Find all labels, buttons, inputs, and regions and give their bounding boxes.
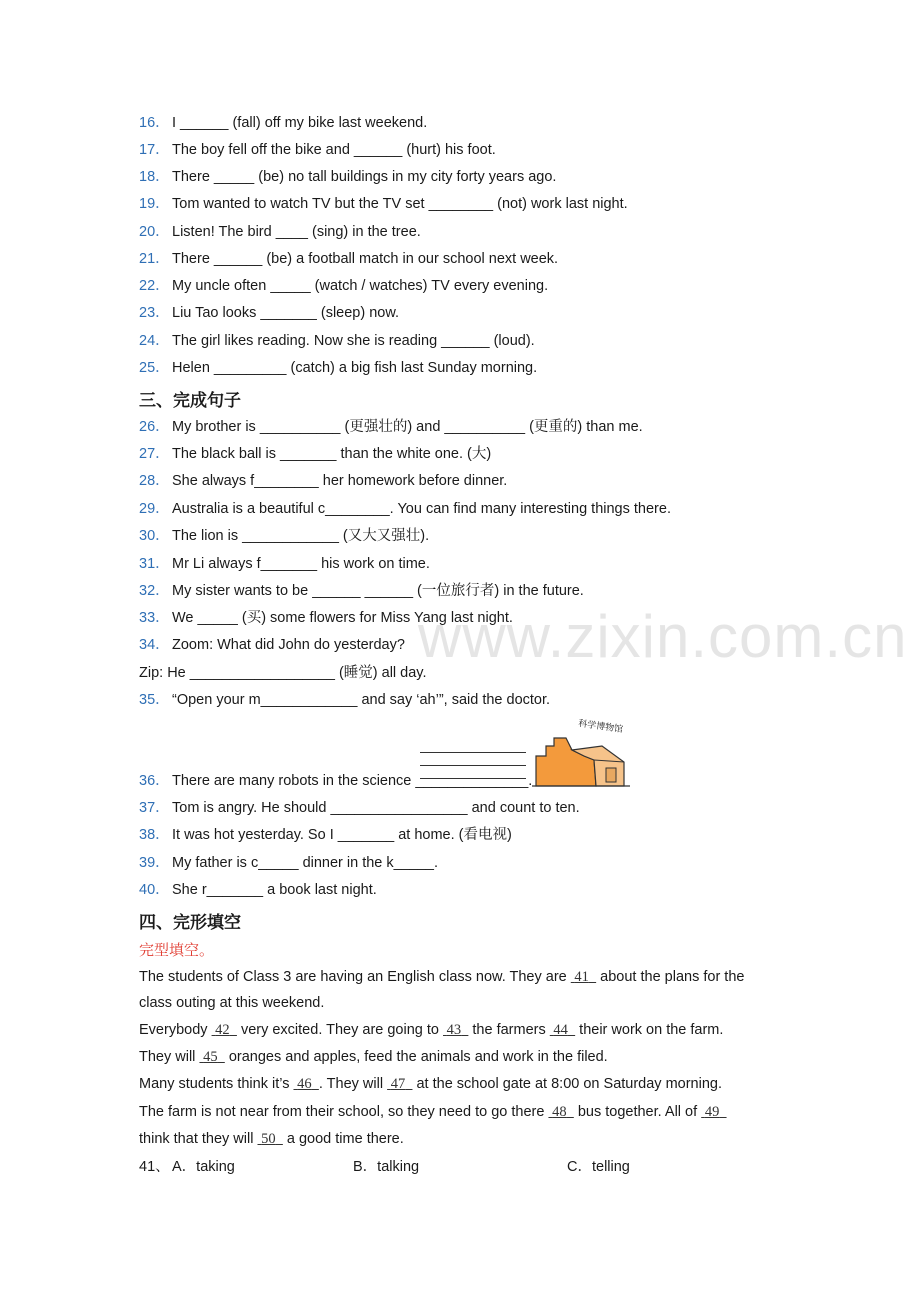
blank-42[interactable]: 42 — [215, 1022, 230, 1038]
question-26: 26． My brother is __________ (更强壮的) and __________ (更重的) than me. — [139, 419, 643, 435]
question-23: 23． Liu Tao looks _______ (sleep) now. — [139, 305, 400, 321]
question-31: 31． Mr Li always f_______ his work on time. — [139, 556, 430, 572]
question-33: 33． We _____ (买) some flowers for Miss Yang last night. — [139, 610, 513, 626]
cloze-line-5: Many students think it’s 46 . They will 47 at the school gate at 8:00 on Saturday morning. — [139, 1076, 723, 1092]
blank-44[interactable]: 44 — [553, 1022, 568, 1038]
question-36: 36． There are many robots in the science ______________. — [139, 773, 533, 789]
blank-45[interactable]: 45 — [203, 1049, 218, 1065]
answer-line — [420, 740, 526, 753]
question-34-zip: Zip: He __________________ (睡觉) all day. — [139, 665, 427, 681]
question-41-number: 41、 — [139, 1159, 170, 1175]
question-35: 35． “Open your m____________ and say ‘ah’”, said the doctor. — [139, 692, 551, 708]
cloze-line-1: The students of Class 3 are having an English class now. They are 41 about the plans for the — [139, 969, 745, 985]
museum-label: 科学博物馆 — [577, 719, 624, 736]
blank-47[interactable]: 47 — [390, 1076, 406, 1092]
question-34: 34． Zoom: What did John do yesterday? — [139, 637, 405, 653]
question-37: 37． Tom is angry. He should _________________ and count to ten. — [139, 800, 580, 816]
blank-46[interactable]: 46 — [297, 1076, 312, 1092]
question-40: 40． She r_______ a book last night. — [139, 882, 377, 898]
option-a[interactable]: A．taking — [172, 1159, 235, 1175]
blank-50[interactable]: 50 — [261, 1131, 276, 1147]
section-4-title: 四、完形填空 — [139, 913, 241, 933]
option-c[interactable]: C．telling — [567, 1159, 630, 1175]
cloze-instruction: 完型填空。 — [139, 942, 215, 959]
blank-43[interactable]: 43 — [446, 1022, 462, 1038]
question-18: 18． There _____ (be) no tall buildings in my city forty years ago. — [139, 169, 557, 185]
question-16: 16． I ______ (fall) off my bike last weekend. — [139, 115, 428, 131]
question-38: 38． It was hot yesterday. So I _______ at home. (看电视) — [139, 827, 512, 843]
question-22: 22． My uncle often _____ (watch / watches) TV every evening. — [139, 278, 549, 294]
question-24: 24． The girl likes reading. Now she is reading ______ (loud). — [139, 333, 535, 349]
question-29: 29． Australia is a beautiful c________. You can find many interesting things there. — [139, 501, 671, 517]
cloze-line-6: The farm is not near from their school, so they need to go there 48 bus together. All of 49 — [139, 1102, 799, 1122]
watermark: www.zixin.com.cn — [418, 603, 908, 670]
science-museum-illustration — [532, 716, 632, 788]
answer-line — [420, 753, 526, 766]
question-21: 21． There ______ (be) a football match in our school next week. — [139, 251, 559, 267]
question-30: 30． The lion is ____________ (又大又强壮). — [139, 528, 430, 544]
question-27: 27． The black ball is _______ than the white one. (大) — [139, 446, 492, 462]
cloze-line-3: Everybody 42 very excited. They are going to 43 the farmers 44 their work on the farm. — [139, 1022, 724, 1038]
question-19: 19． Tom wanted to watch TV but the TV set ________ (not) work last night. — [139, 196, 628, 212]
blank-49[interactable]: 49 — [704, 1104, 720, 1120]
museum-building-front — [536, 738, 596, 786]
section-3-title: 三、完成句子 — [139, 391, 241, 411]
question-28: 28． She always f________ her homework before dinner. — [139, 473, 508, 489]
question-17: 17． The boy fell off the bike and ______ (hurt) his foot. — [139, 142, 496, 158]
question-25: 25． Helen _________ (catch) a big fish last Sunday morning. — [139, 360, 538, 376]
question-39: 39． My father is c_____ dinner in the k_____. — [139, 855, 438, 871]
option-b[interactable]: B．talking — [353, 1159, 420, 1175]
blank-48[interactable]: 48 — [552, 1104, 567, 1120]
cloze-line-2: class outing at this weekend. — [139, 995, 325, 1011]
cloze-line-7: think that they will 50 a good time there. — [139, 1131, 404, 1147]
blank-41[interactable]: 41 — [574, 969, 589, 985]
museum-door — [606, 768, 616, 782]
cloze-line-4: They will 45 oranges and apples, feed the animals and work in the filed. — [139, 1049, 608, 1065]
question-20: 20． Listen! The bird ____ (sing) in the tree. — [139, 224, 421, 240]
question-32: 32． My sister wants to be ______ ______ (一位旅行者) in the future. — [139, 583, 584, 599]
